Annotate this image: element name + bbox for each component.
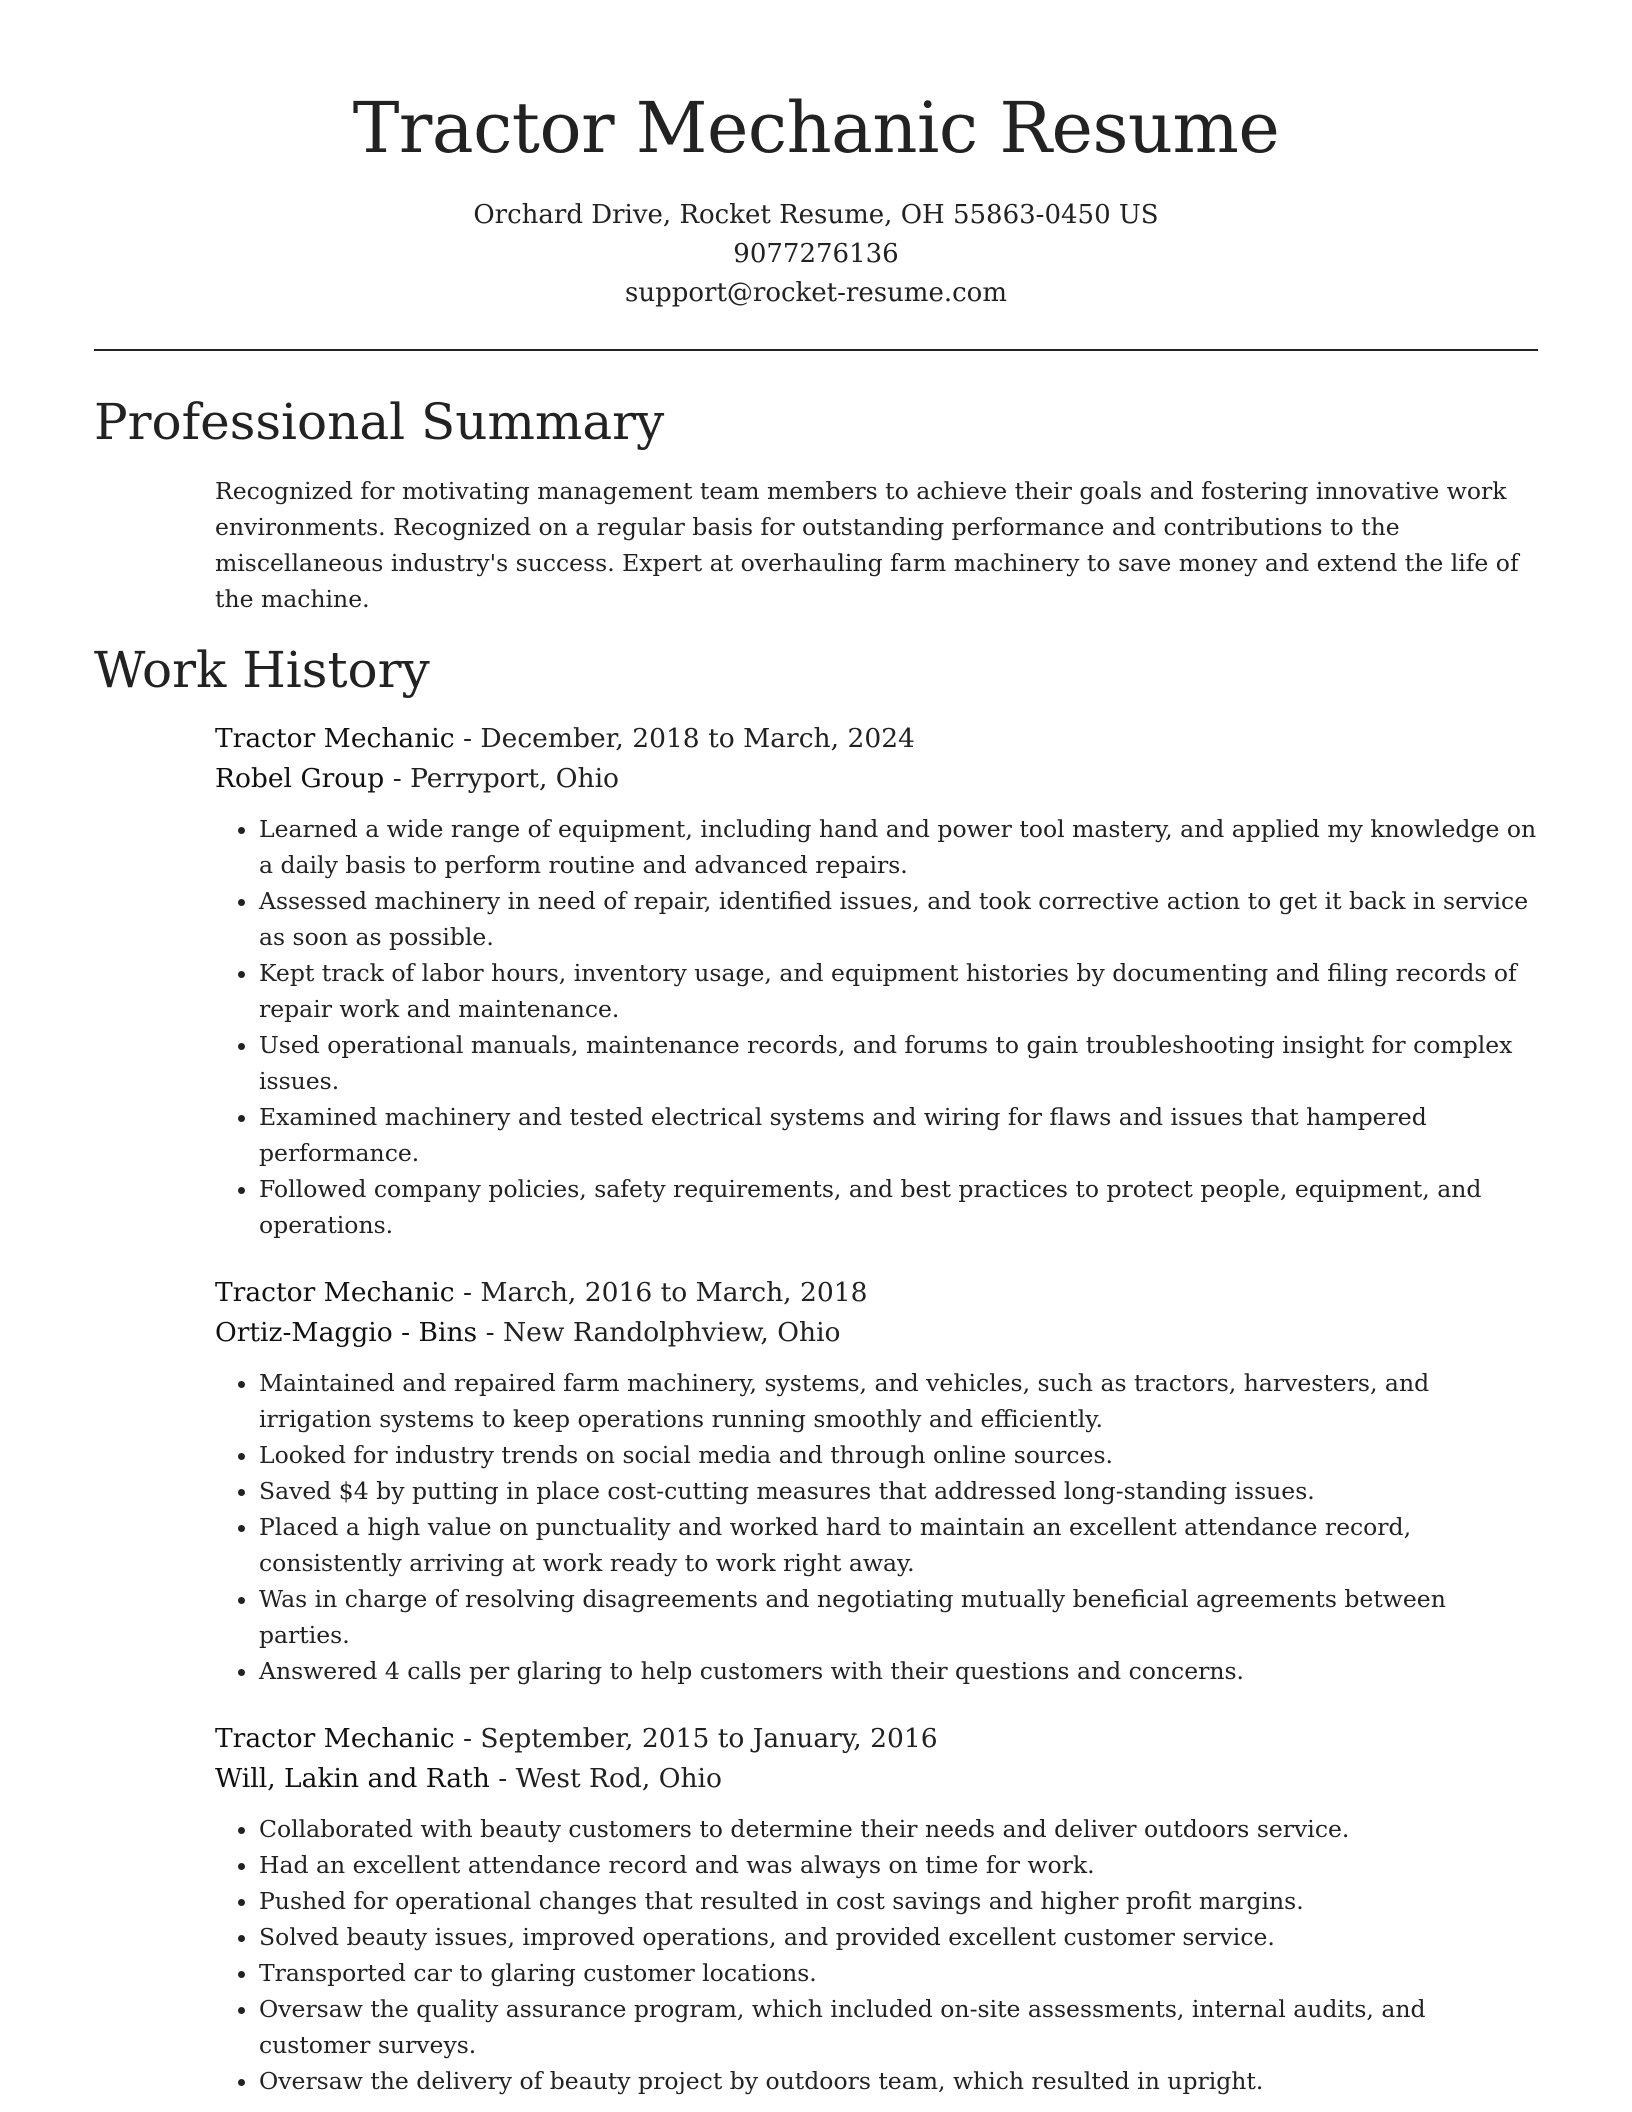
job-company-line	[215, 1313, 1538, 1353]
work-history-section	[215, 719, 1538, 2099]
resume-header	[94, 0, 1538, 313]
job-company: Robel Group	[215, 763, 385, 794]
job-bullet: • Maintained and repaired farm machinery, systems, and vehicles, such as tractors, harvesters, and irrigation systems to keep operations running smoothly and efficiently.	[259, 1365, 1538, 1437]
job-dates: - December, 2018 to March, 2024	[454, 723, 915, 754]
job-entry	[215, 719, 1538, 1243]
job-role: Tractor Mechanic	[215, 1723, 455, 1754]
job-company-line	[215, 1759, 1538, 1799]
job-bullet: • Solved beauty issues, improved operations, and provided excellent customer service.	[259, 1919, 1538, 1955]
job-company: Will, Lakin and Rath	[215, 1763, 490, 1794]
job-bullet: • Pushed for operational changes that resulted in cost savings and higher profit margins.	[259, 1883, 1538, 1919]
job-entry	[215, 1273, 1538, 1689]
job-bullets	[215, 811, 1538, 1243]
summary-section	[215, 473, 1538, 617]
contact-email: support@rocket-resume.com	[624, 278, 1007, 308]
job-location: - West Rod, Ohio	[489, 1763, 722, 1794]
job-entry	[215, 1719, 1538, 2099]
job-bullet: • Saved $4 by putting in place cost-cutting measures that addressed long-standing issues.	[259, 1473, 1538, 1509]
job-bullet: • Oversaw the quality assurance program, which included on-site assessments, internal audits, and customer surveys.	[259, 1991, 1538, 2063]
work-history-heading: Work History	[94, 641, 430, 699]
contact-address: Orchard Drive, Rocket Resume, OH 55863-0450 US	[473, 200, 1159, 230]
job-bullet: • Examined machinery and tested electrical systems and wiring for flaws and issues that hampered performance.	[259, 1099, 1538, 1171]
job-bullet: • Used operational manuals, maintenance records, and forums to gain troubleshooting insight for complex issues.	[259, 1027, 1538, 1099]
job-location: - New Randolphview, Ohio	[477, 1317, 841, 1348]
job-bullet: • Looked for industry trends on social media and through online sources.	[259, 1437, 1538, 1473]
job-bullet: • Transported car to glaring customer locations.	[259, 1955, 1538, 1991]
contact-phone: 9077276136	[733, 239, 899, 269]
job-bullet: • Oversaw the delivery of beauty project by outdoors team, which resulted in upright.	[259, 2063, 1538, 2099]
job-dates: - September, 2015 to January, 2016	[454, 1723, 938, 1754]
job-bullets	[215, 1811, 1538, 2099]
job-company-line	[215, 759, 1538, 799]
header-divider	[94, 349, 1538, 351]
job-bullet: • Was in charge of resolving disagreements and negotiating mutually beneficial agreements between parties.	[259, 1581, 1538, 1653]
job-title-line	[215, 719, 1538, 759]
job-bullet: • Collaborated with beauty customers to determine their needs and deliver outdoors service.	[259, 1811, 1538, 1847]
job-role: Tractor Mechanic	[215, 1277, 455, 1308]
job-bullet: • Answered 4 calls per glaring to help customers with their questions and concerns.	[259, 1653, 1538, 1689]
job-bullet: • Followed company policies, safety requirements, and best practices to protect people, equipment, and operations.	[259, 1171, 1538, 1243]
contact-block	[94, 196, 1538, 313]
job-role: Tractor Mechanic	[215, 723, 455, 754]
resume-title: Tractor Mechanic Resume	[352, 87, 1280, 169]
job-title-line	[215, 1273, 1538, 1313]
job-bullet: • Kept track of labor hours, inventory usage, and equipment histories by documenting and filing records of repair work and maintenance.	[259, 955, 1538, 1027]
job-bullets	[215, 1365, 1538, 1689]
summary-heading: Professional Summary	[94, 393, 665, 451]
job-bullet: • Learned a wide range of equipment, including hand and power tool mastery, and applied my knowledge on a daily basis to perform routine and advanced repairs.	[259, 811, 1538, 883]
job-company: Ortiz-Maggio - Bins	[215, 1317, 478, 1348]
job-dates: - March, 2016 to March, 2018	[454, 1277, 868, 1308]
job-title-line	[215, 1719, 1538, 1759]
job-location: - Perryport, Ohio	[384, 763, 620, 794]
job-bullet: • Assessed machinery in need of repair, identified issues, and took corrective action to get it back in service as soon as possible.	[259, 883, 1538, 955]
job-bullet: • Had an excellent attendance record and was always on time for work.	[259, 1847, 1538, 1883]
summary-text: Recognized for motivating management team members to achieve their goals and fostering innovative work environments. Recognized on a regular basis for outstanding performance and contributions to the miscellaneous industry's success. Expert at overhauling farm machinery to save money and extend the life of the machine.	[215, 477, 1519, 613]
job-bullet: • Placed a high value on punctuality and worked hard to maintain an excellent attendance record, consistently arriving at work ready to work right away.	[259, 1509, 1538, 1581]
